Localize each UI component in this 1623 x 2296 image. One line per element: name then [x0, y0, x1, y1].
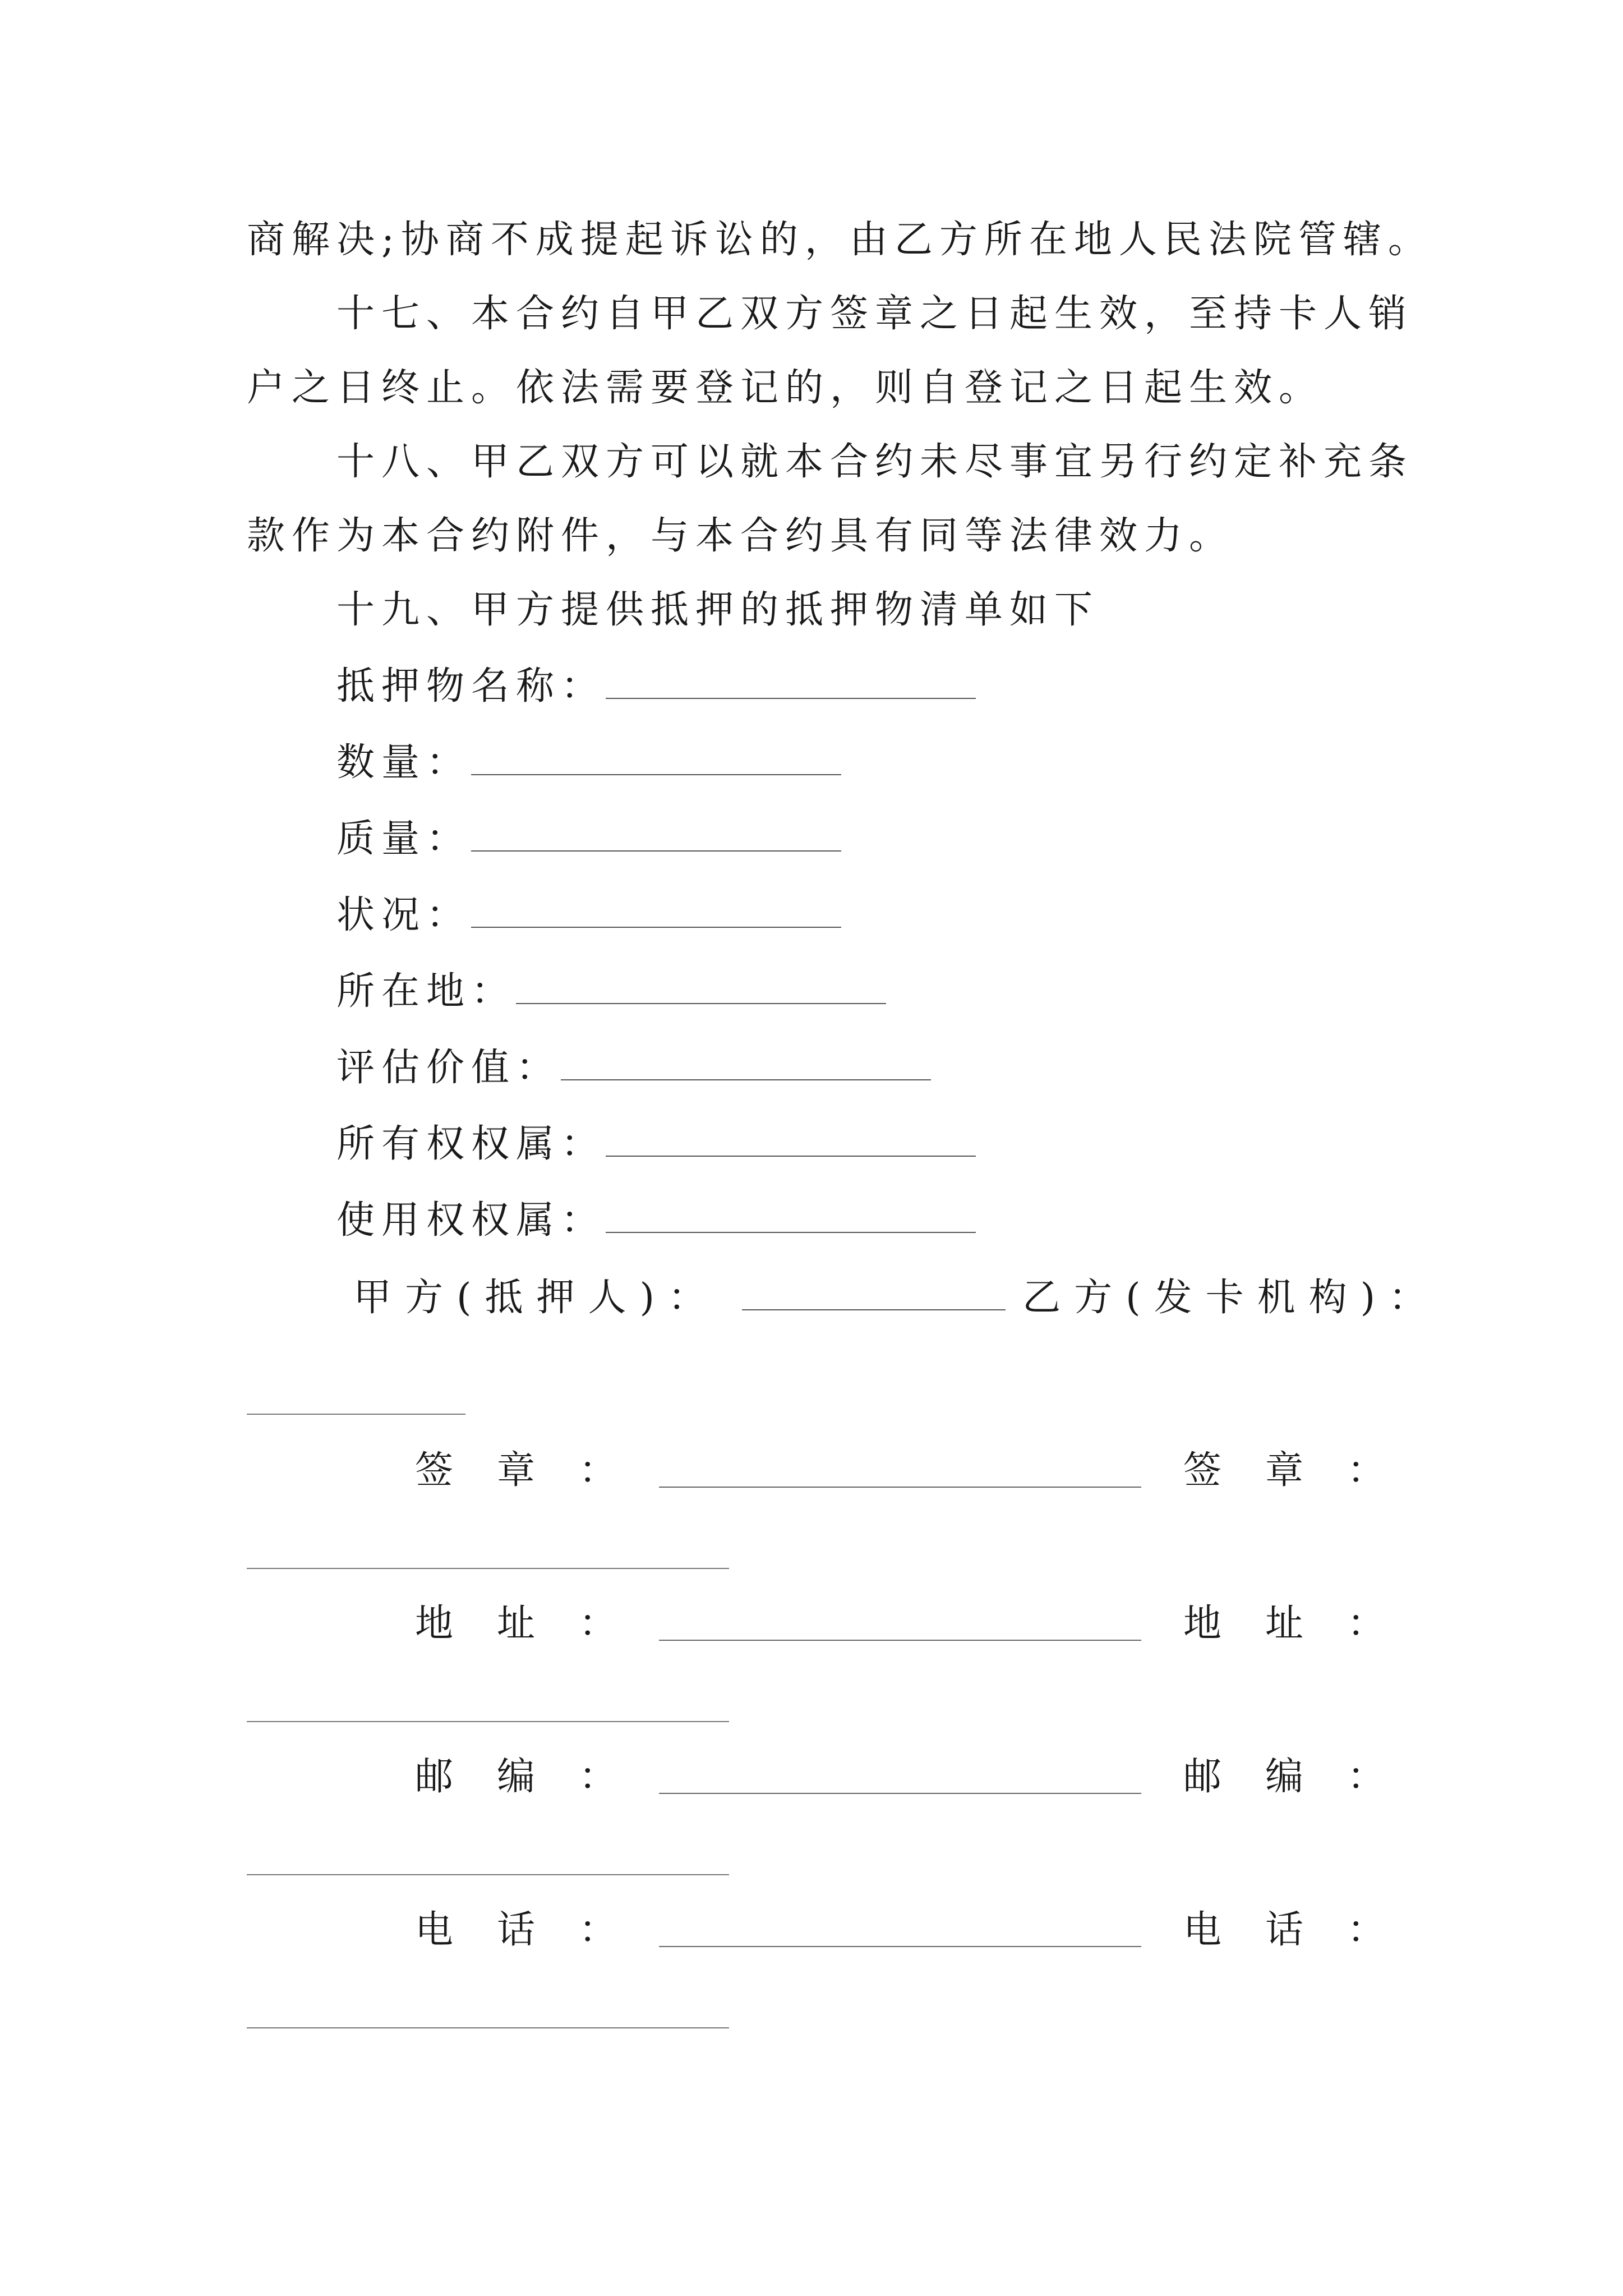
address-blank-right[interactable] — [247, 1721, 729, 1722]
field-label: 所在地： — [336, 969, 517, 1014]
address-label-left: 地址： — [415, 1602, 661, 1646]
paragraph-17-line-2: 户之日终止。依法需要登记的，则自登记之日起生效。 — [247, 366, 1324, 410]
phone-label-right: 电话： — [1183, 1908, 1430, 1952]
paragraph-18-line-1: 十八、甲乙双方可以就本合约未尽事宜另行约定补充条 — [336, 440, 1414, 484]
quantity-blank[interactable] — [471, 734, 841, 775]
field-label: 评估价值： — [336, 1046, 561, 1090]
paragraph-17-line-1: 十七、本合约自甲乙双方签章之日起生效，至持卡人销 — [336, 292, 1414, 336]
appraised-value-field — [336, 1039, 931, 1096]
field-label: 状况： — [336, 893, 472, 937]
usage-right-blank[interactable] — [606, 1191, 976, 1233]
signature-label-right: 签章： — [1183, 1448, 1430, 1493]
phone-blank-left[interactable] — [659, 1946, 1141, 1947]
phone-blank-right[interactable] — [247, 2027, 729, 2028]
appraised-value-blank[interactable] — [561, 1039, 931, 1080]
party-a-label: 甲方(抵押人)： — [353, 1276, 720, 1320]
party-b-blank[interactable] — [247, 1414, 465, 1415]
ownership-blank[interactable] — [606, 1115, 976, 1157]
address-label-right: 地址： — [1183, 1602, 1430, 1646]
postcode-blank-left[interactable] — [659, 1793, 1141, 1794]
parties-line — [353, 1269, 1440, 1326]
signature-blank-left[interactable] — [659, 1487, 1141, 1488]
field-label: 使用权权属： — [336, 1198, 606, 1243]
postcode-blank-right[interactable] — [247, 1874, 729, 1875]
signature-blank-right[interactable] — [247, 1568, 729, 1569]
usage-right-field — [336, 1191, 976, 1249]
signature-label-left: 签章： — [415, 1448, 661, 1493]
condition-blank[interactable] — [471, 886, 841, 928]
quantity-field — [336, 734, 841, 791]
party-a-blank[interactable] — [742, 1269, 1006, 1310]
quality-blank[interactable] — [471, 810, 841, 852]
field-label: 所有权权属： — [336, 1122, 606, 1166]
address-blank-left[interactable] — [659, 1640, 1141, 1641]
paragraph-18-line-2: 款作为本合约附件，与本合约具有同等法律效力。 — [247, 514, 1234, 558]
paragraph-jurisdiction: 商解决;协商不成提起诉讼的，由乙方所在地人民法院管辖。 — [247, 218, 1433, 262]
field-label: 数量： — [336, 740, 472, 785]
location-field — [336, 963, 886, 1020]
field-label: 质量： — [336, 817, 472, 861]
field-label: 抵押物名称： — [336, 664, 606, 708]
paragraph-19-heading: 十九、甲方提供抵押的抵押物清单如下 — [336, 588, 1100, 632]
collateral-name-field — [336, 657, 976, 715]
condition-field — [336, 886, 841, 944]
postcode-label-right: 邮编： — [1183, 1755, 1430, 1799]
postcode-label-left: 邮编： — [415, 1755, 661, 1799]
location-blank[interactable] — [516, 963, 886, 1004]
ownership-field — [336, 1115, 976, 1172]
party-b-label: 乙方(发卡机构)： — [1022, 1276, 1441, 1320]
phone-label-left: 电话： — [415, 1908, 661, 1952]
collateral-name-blank[interactable] — [606, 657, 976, 699]
quality-field — [336, 810, 841, 867]
